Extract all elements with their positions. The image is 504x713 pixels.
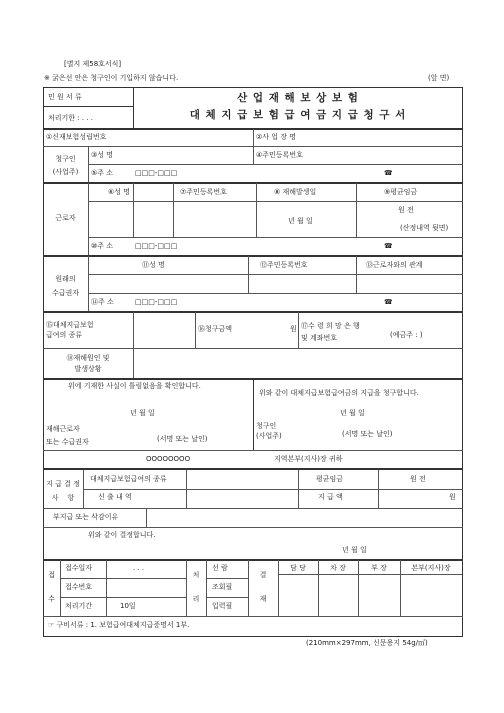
phone-icon: ☎: [384, 242, 393, 250]
receipt-date-label: 접수일자: [65, 564, 93, 572]
form-number: [별지 제58호서식]: [64, 60, 122, 68]
paper-spec: (210mm×297mm, 신문용지 54g/㎡): [306, 639, 428, 647]
payee-postal: □□□-□□□: [135, 298, 178, 306]
phone-icon: ☎: [384, 169, 393, 177]
deadline: 처리기한 : . . .: [48, 114, 93, 122]
bank-label: ⑰수 령 희 망 은 행 및 계좌번호: [301, 322, 360, 342]
decision-type: 대체지급보험급여의 종류: [90, 475, 167, 483]
payee-relation-label: ⑬근로자와의 관계: [366, 261, 423, 269]
payee-resident-label: ⑫주민등록번호: [260, 261, 308, 269]
workplace-label: ②사 업 장 명: [256, 133, 296, 141]
worker-address-label: ⑩주 소: [91, 242, 114, 250]
claim-detail: 신 출 내 역: [98, 493, 132, 501]
decision-date: 년 월 일: [342, 546, 367, 554]
depositor-label: (예금주 : ): [390, 331, 423, 339]
lookup-label: 조회필: [212, 583, 233, 591]
confirm-signer-label: 재해근로자 또는 수급권자: [46, 425, 89, 446]
claimant-resident-label: ④주민등록번호: [256, 151, 303, 159]
accident-date-label: ⑧ 재해발생일: [274, 188, 317, 196]
policy-no-label: ①신재보험성립번호: [46, 133, 107, 141]
claim-text: 위와 같이 대체지급보험급여금의 지급을 청구합니다.: [259, 389, 419, 397]
claimant-label: 청구인 (사업주): [52, 155, 79, 176]
header-note: ※ 굵은선 안은 청구인이 기입하지 않습니다.: [44, 74, 179, 82]
addressee-placeholder: OOOOOOOO: [146, 455, 191, 463]
claim-signer-label: 청구인 (사업주): [256, 422, 282, 440]
receipt-no-label: 접수번호: [65, 583, 93, 591]
deadline-value: 10일: [120, 602, 136, 610]
confirm-date: 년 월 일: [130, 409, 155, 417]
doc-type: 민 원 서 류: [48, 93, 82, 101]
input-label: 입력필: [212, 602, 233, 610]
addressee-office: 지역본부(지사)장 귀하: [274, 455, 343, 463]
payee-address-label: ⑭주 소: [91, 298, 114, 306]
confirm-text: 위에 기재한 사실이 틀림없음을 확인합니다.: [68, 382, 201, 390]
claim-sign: (서명 또는 날인): [342, 430, 393, 438]
decided-text: 위와 같이 결정합니다.: [88, 531, 156, 539]
cause-label: ⑱재해원인 및 발생상황: [66, 354, 110, 373]
claimant-address-label: ⑤주 소: [91, 169, 114, 177]
benefit-type-label: ⑮대체지급보험 급여의 종류: [46, 321, 94, 339]
confirm-sign: (서명 또는 날인): [157, 435, 208, 443]
worker-resident-label: ⑦주민등록번호: [180, 188, 227, 196]
approver-1: 담 당: [290, 564, 306, 572]
reduction-reason: 부지급 또는 삭감이유: [53, 513, 119, 521]
line-label: 선 람: [212, 564, 228, 572]
payout-won: 원: [449, 493, 456, 501]
decision-avg-wage: 평균임금: [316, 475, 344, 483]
payout-label: 지 급 액: [318, 493, 343, 501]
decision-won1: 원 전: [410, 475, 426, 483]
title-line1: 산 업 재 해 보 상 보 험: [237, 92, 359, 104]
receipt-date-value: . . .: [133, 564, 145, 572]
page-side: (앞 면): [428, 74, 450, 82]
approve-label: 결 재: [259, 571, 267, 603]
worker-label: 근로자: [55, 214, 76, 222]
claim-date: 년 월 일: [340, 409, 365, 417]
claimant-name-label: ③성 명: [91, 151, 114, 159]
payee-label: 원래의 수급권자: [51, 275, 80, 297]
accident-date-value: 년 월 일: [288, 217, 313, 225]
approver-4: 본부(지사)장: [411, 564, 451, 572]
claimant-postal: □□□-□□□: [135, 169, 178, 177]
receipt-label: 접 수: [48, 571, 55, 603]
claim-amount-label: ⑯청구금액: [198, 325, 233, 333]
title-line2: 대 체 지 급 보 험 급 여 금 지 급 청 구 서: [189, 109, 407, 121]
handle-label: 처 리: [192, 571, 200, 603]
worker-postal: □□□-□□□: [135, 242, 178, 250]
decision-label: 지 급 결 정 사 항: [46, 480, 80, 502]
avg-wage-won: 원 전: [398, 206, 414, 214]
payee-name-label: ⑪성 명: [142, 261, 165, 269]
phone-icon: ☎: [384, 298, 393, 306]
approver-3: 부 장: [371, 564, 387, 572]
worker-name-label: ⑥성 명: [108, 188, 131, 196]
avg-wage-label: ⑨평균임금: [384, 188, 418, 196]
avg-wage-note: (산정내역 뒷면): [400, 224, 449, 232]
attachments: ☞ 구비서류 : 1. 보험급여대체지급증명서 1부.: [48, 621, 190, 629]
approver-2: 차 장: [330, 564, 346, 572]
claim-amount-won: 원: [290, 325, 297, 333]
deadline-label: 처리기간: [65, 602, 93, 610]
